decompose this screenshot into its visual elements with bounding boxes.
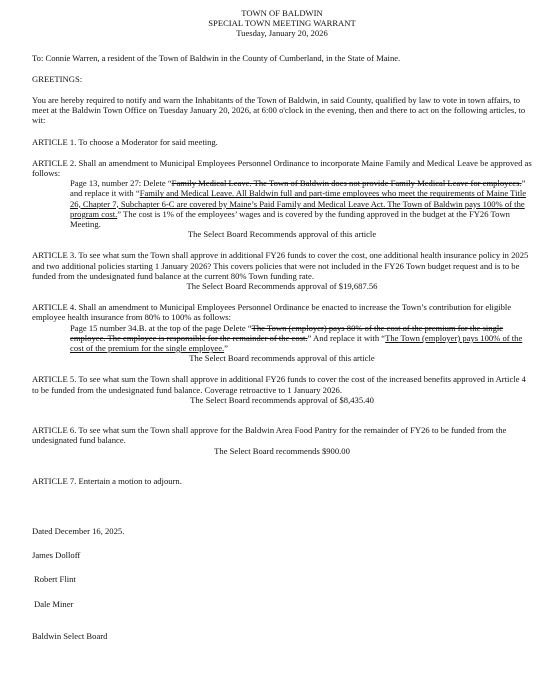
article-5-recommendation: The Select Board recommends approval of $8,435.40 xyxy=(190,394,374,405)
article-2-new-text: Family and Medical Leave. All Baldwin full and part-time employees who meet the requirements of Maine Title 26, Chapter 7, Subchapter 6-C are covered by Maine’s Paid Family and Medical Leave Act. The Town of Baldwin pays 100% of the program cost. xyxy=(70,188,527,219)
article-2-body xyxy=(32,178,532,229)
article-4-heading: ARTICLE 4. Shall an amendment to Municipal Employees Personnel Ordinance be enacted to increase the Town’s contribution for eligible employee health insurance from 80% to 100% as follows: xyxy=(32,302,512,323)
article-4 xyxy=(32,302,532,363)
article-2 xyxy=(32,158,532,240)
document-header xyxy=(32,8,532,39)
select-board-label: Baldwin Select Board xyxy=(32,630,108,641)
article-4-recommendation: The Select Board recommends approval of this article xyxy=(189,353,375,364)
article-2-struck-text: Family Medical Leave. The Town of Baldwin does not provide Family Medical Leave for employees. xyxy=(171,178,522,189)
article-2-replace-text: ” and replace it with “ xyxy=(70,178,526,199)
warrant-document xyxy=(32,8,532,641)
article-2-heading: ARTICLE 2. Shall an amendment to Municipal Employees Personnel Ordinance to incorporate Maine Family and Medical Leave be approved as follows: xyxy=(32,157,532,179)
to-line: To: Connie Warren, a resident of the Town of Baldwin in the County of Cumberland, in the State of Maine. xyxy=(32,52,401,63)
meeting-date: Tuesday, January 20, 2026 xyxy=(236,28,328,39)
article-4-new-text: The Town (employer) pays 100% of the cost of the premium for the single employee. xyxy=(70,332,523,354)
signer-dale-miner: Dale Miner xyxy=(34,598,74,609)
article-1: ARTICLE 1. To choose a Moderator for said meeting. xyxy=(32,136,218,147)
article-2-delete-text: Page 13, number 27: Delete “ xyxy=(70,178,172,189)
article-6-recommendation: The Select Board recommends $900.00 xyxy=(214,445,350,456)
article-7: ARTICLE 7. Entertain a motion to adjourn. xyxy=(32,475,182,486)
article-2-recommendation: The Select Board Recommends approval of this article xyxy=(187,229,377,240)
article-3 xyxy=(32,250,532,291)
warrant-title: SPECIAL TOWN MEETING WARRANT xyxy=(208,18,356,29)
article-4-delete-text: Page 15 number 34.B. at the top of the page Delete “ xyxy=(70,322,252,333)
article-4-replace-text: ” And replace it with “ xyxy=(307,332,386,343)
signer-james-dolloff: James Dolloff xyxy=(32,550,81,561)
article-6 xyxy=(32,425,532,456)
intro-paragraph: You are hereby required to notify and warn the Inhabitants of the Town of Baldwin, in said County, qualified by law to vote in town affairs, to meet at the Baldwin Town Office on Tuesday January 20, 2026, at 6:00 o'clock in the evening, then and there to act on the following articles, to wit: xyxy=(32,95,526,126)
article-4-struck-text: The Town (employer) pays 80% of the cost of the premium for the single employee. The employee is responsible for the remainder of the cost. xyxy=(70,322,504,343)
article-4-close-quote: ” xyxy=(224,343,228,354)
article-2-cost-text: ” The cost is 1% of the employees’ wages and is covered by the funding approved in the budget at the FY26 Town Meeting. xyxy=(70,208,510,230)
article-5-text: ARTICLE 5. To see what sum the Town shall approve in additional FY26 funds to cover the cost of the increased benefits approved in Article 4 to be funded from the undesignated fund balance. Coverage retroactive to 1 January 2026. xyxy=(32,374,526,395)
article-5 xyxy=(32,374,532,405)
article-3-text: ARTICLE 3. To see what sum the Town shall approve in additional FY26 funds to cover the cost, one additional health insurance policy in 2025 and two additional policies starting 1 January 2026? This covers policies that were not included in the FY26 Town budget request and is to be funded from the undesignated fund balance at the current 80% Town funding rate. xyxy=(32,250,529,281)
article-6-text: ARTICLE 6. To see what sum the Town shall approve for the Baldwin Area Food Pantry for the remainder of FY26 to be funded from the undesignated fund balance. xyxy=(32,425,507,446)
greetings: GREETINGS: xyxy=(32,73,83,84)
town-title: TOWN OF BALDWIN xyxy=(241,8,323,18)
dated-line: Dated December 16, 2025. xyxy=(32,525,125,536)
article-3-recommendation: The Select Board Recommends approval of $19,687.56 xyxy=(186,281,378,292)
article-4-body xyxy=(32,323,532,354)
signer-robert-flint: Robert Flint xyxy=(34,574,76,585)
